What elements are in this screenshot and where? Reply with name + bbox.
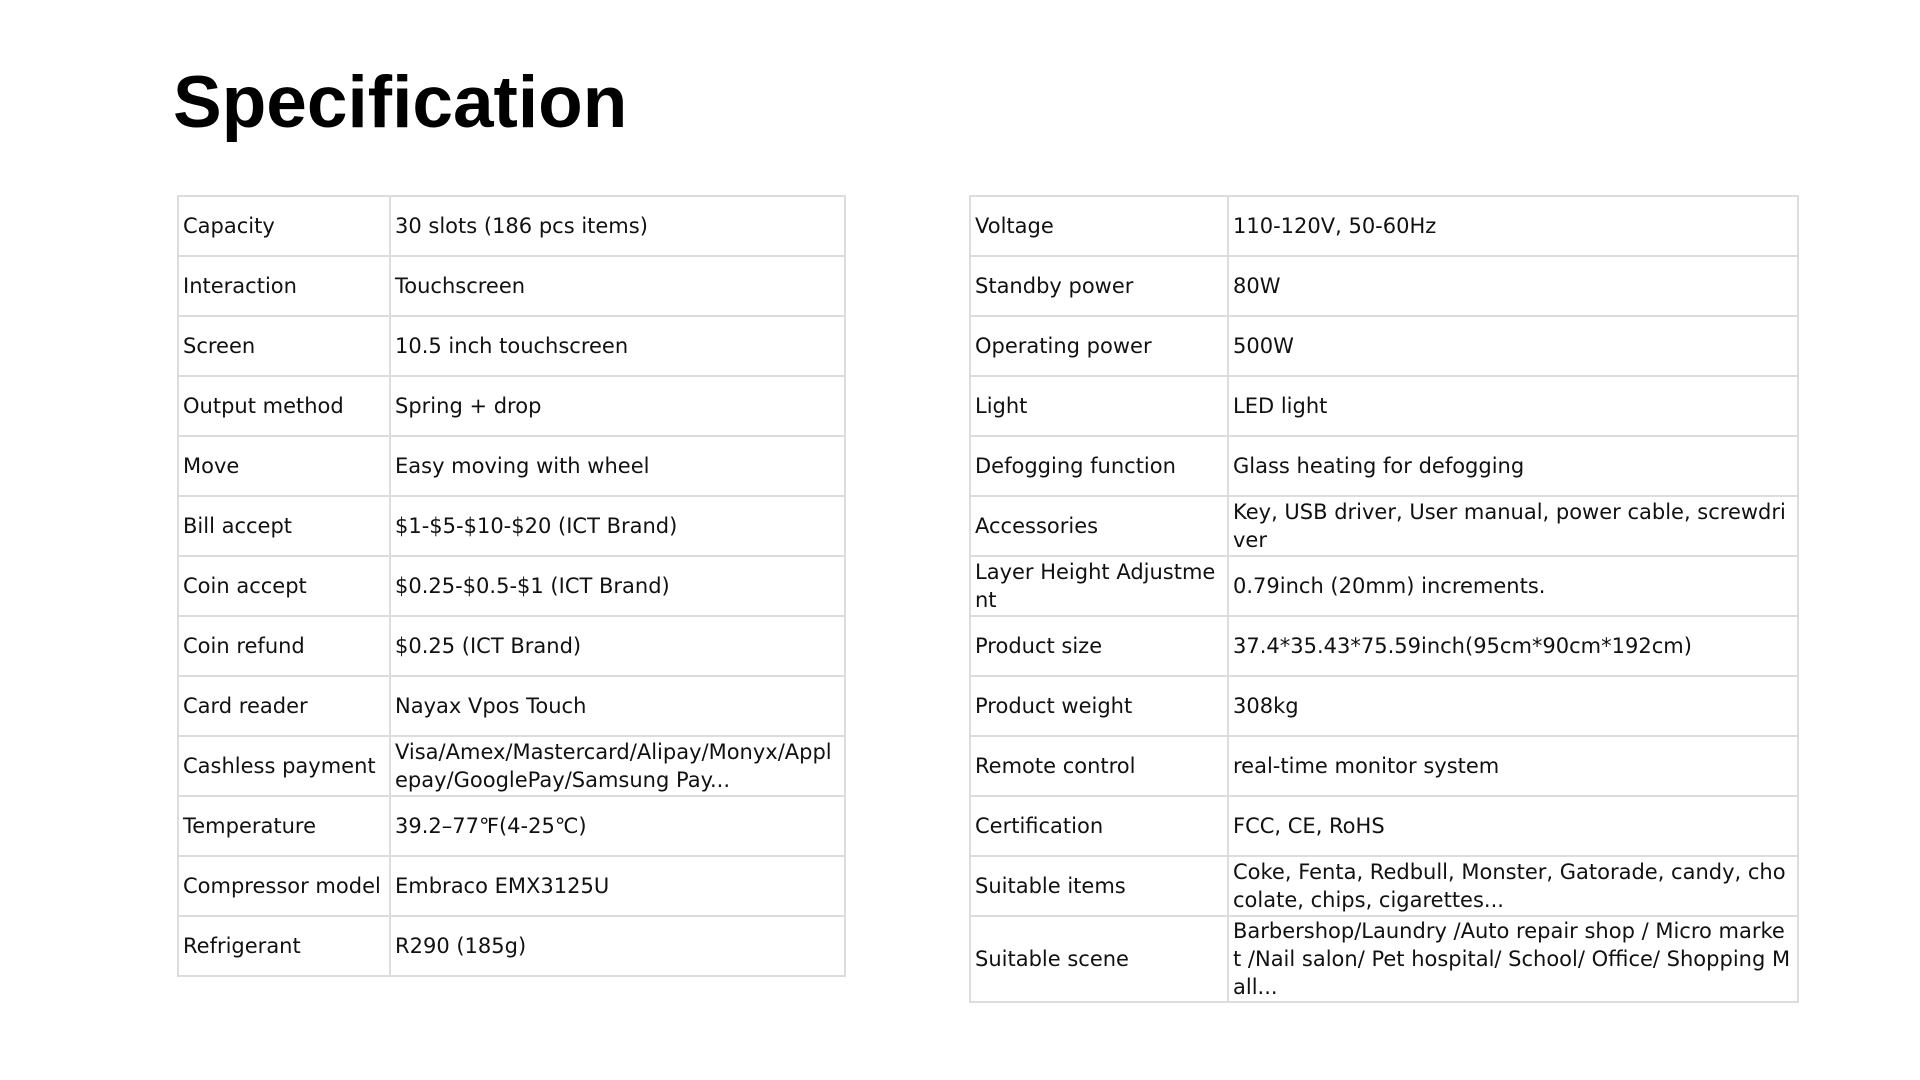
table-row bbox=[970, 616, 1798, 676]
table-row bbox=[970, 316, 1798, 376]
spec-label: Cashless payment bbox=[178, 736, 390, 796]
page-title: Specification bbox=[173, 62, 628, 143]
spec-value: Embraco EMX3125U bbox=[390, 856, 845, 916]
spec-label: Operating power bbox=[970, 316, 1228, 376]
spec-label: Move bbox=[178, 436, 390, 496]
spec-label: Layer Height Adjustment bbox=[970, 556, 1228, 616]
spec-label: Capacity bbox=[178, 196, 390, 256]
spec-label: Remote control bbox=[970, 736, 1228, 796]
spec-value: 39.2–77℉(4-25℃) bbox=[390, 796, 845, 856]
spec-label: Product weight bbox=[970, 676, 1228, 736]
table-row bbox=[970, 436, 1798, 496]
spec-label: Coin refund bbox=[178, 616, 390, 676]
spec-label: Coin accept bbox=[178, 556, 390, 616]
table-row bbox=[178, 676, 845, 736]
table-row bbox=[970, 256, 1798, 316]
spec-value: Spring + drop bbox=[390, 376, 845, 436]
table-row bbox=[178, 796, 845, 856]
spec-value: 80W bbox=[1228, 256, 1798, 316]
table-row bbox=[178, 856, 845, 916]
spec-value: Easy moving with wheel bbox=[390, 436, 845, 496]
table-row bbox=[178, 196, 845, 256]
table-row bbox=[970, 196, 1798, 256]
spec-label: Voltage bbox=[970, 196, 1228, 256]
spec-label: Suitable items bbox=[970, 856, 1228, 916]
spec-label: Light bbox=[970, 376, 1228, 436]
spec-label: Interaction bbox=[178, 256, 390, 316]
spec-table-left bbox=[177, 195, 846, 977]
table-row bbox=[178, 376, 845, 436]
spec-value: Touchscreen bbox=[390, 256, 845, 316]
spec-label: Certification bbox=[970, 796, 1228, 856]
spec-value: Nayax Vpos Touch bbox=[390, 676, 845, 736]
spec-value: 30 slots (186 pcs items) bbox=[390, 196, 845, 256]
spec-value: Key, USB driver, User manual, power cable, screwdriver bbox=[1228, 496, 1798, 556]
spec-label: Card reader bbox=[178, 676, 390, 736]
table-row bbox=[970, 556, 1798, 616]
table-row bbox=[970, 736, 1798, 796]
spec-value: 10.5 inch touchscreen bbox=[390, 316, 845, 376]
table-row bbox=[178, 496, 845, 556]
table-row bbox=[970, 376, 1798, 436]
spec-value: $0.25-$0.5-$1 (ICT Brand) bbox=[390, 556, 845, 616]
table-row bbox=[178, 736, 845, 796]
spec-label: Accessories bbox=[970, 496, 1228, 556]
table-row bbox=[178, 316, 845, 376]
spec-table-right bbox=[969, 195, 1799, 1003]
spec-value: LED light bbox=[1228, 376, 1798, 436]
spec-value: R290 (185g) bbox=[390, 916, 845, 976]
table-row bbox=[970, 796, 1798, 856]
table-row bbox=[970, 496, 1798, 556]
spec-value: real-time monitor system bbox=[1228, 736, 1798, 796]
table-row bbox=[178, 436, 845, 496]
spec-value: 110-120V, 50-60Hz bbox=[1228, 196, 1798, 256]
spec-value: $0.25 (ICT Brand) bbox=[390, 616, 845, 676]
spec-label: Temperature bbox=[178, 796, 390, 856]
table-row bbox=[970, 916, 1798, 1002]
table-row bbox=[178, 556, 845, 616]
spec-value: Glass heating for defogging bbox=[1228, 436, 1798, 496]
spec-value: 500W bbox=[1228, 316, 1798, 376]
table-row bbox=[970, 676, 1798, 736]
spec-value: Visa/Amex/Mastercard/Alipay/Monyx/Applepay/GooglePay/Samsung Pay... bbox=[390, 736, 845, 796]
table-row bbox=[178, 616, 845, 676]
spec-value: 308kg bbox=[1228, 676, 1798, 736]
spec-value: 37.4*35.43*75.59inch(95cm*90cm*192cm) bbox=[1228, 616, 1798, 676]
spec-value: $1-$5-$10-$20 (ICT Brand) bbox=[390, 496, 845, 556]
spec-value: 0.79inch (20mm) increments. bbox=[1228, 556, 1798, 616]
spec-label: Product size bbox=[970, 616, 1228, 676]
spec-value: Barbershop/Laundry /Auto repair shop / Micro market /Nail salon/ Pet hospital/ School/ Office/ Shopping Mall... bbox=[1228, 916, 1798, 1002]
spec-label: Refrigerant bbox=[178, 916, 390, 976]
spec-label: Output method bbox=[178, 376, 390, 436]
spec-label: Suitable scene bbox=[970, 916, 1228, 1002]
spec-label: Screen bbox=[178, 316, 390, 376]
spec-label: Defogging function bbox=[970, 436, 1228, 496]
spec-label: Bill accept bbox=[178, 496, 390, 556]
table-row bbox=[970, 856, 1798, 916]
spec-label: Compressor model bbox=[178, 856, 390, 916]
spec-value: FCC, CE, RoHS bbox=[1228, 796, 1798, 856]
table-row bbox=[178, 916, 845, 976]
spec-label: Standby power bbox=[970, 256, 1228, 316]
spec-value: Coke, Fenta, Redbull, Monster, Gatorade, candy, chocolate, chips, cigarettes... bbox=[1228, 856, 1798, 916]
table-row bbox=[178, 256, 845, 316]
